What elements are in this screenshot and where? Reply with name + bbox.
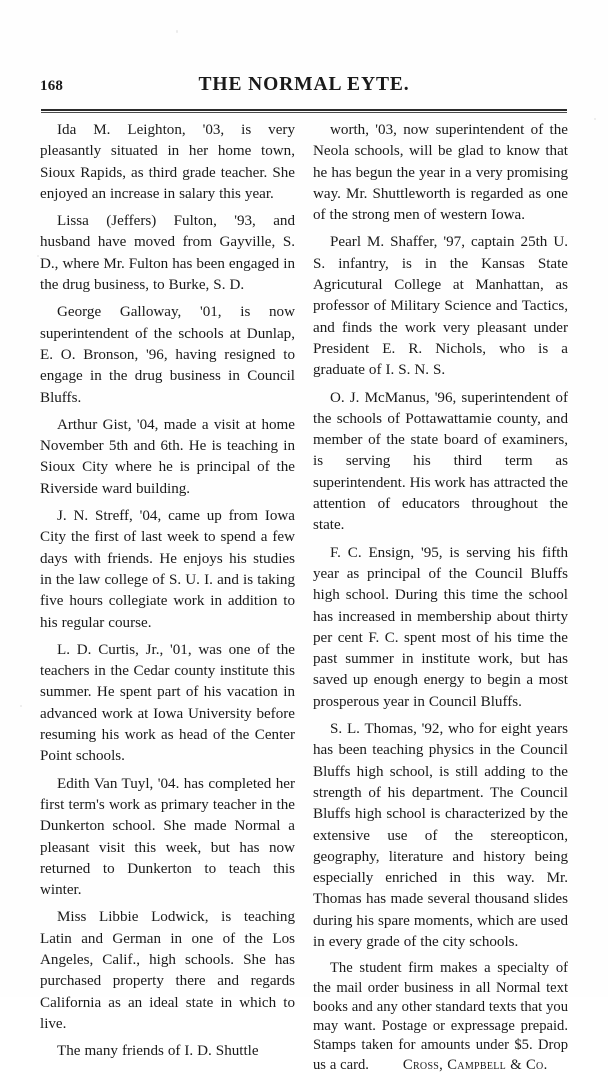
header-rule-thick	[41, 109, 567, 111]
paragraph: Arthur Gist, '04, made a visit at home November 5th and 6th. He is teaching in Sioux City where he is principal of the Riverside ward building.	[40, 416, 295, 497]
paragraph: George Galloway, '01, is now superintendent of the schools at Dunlap, E. O. Bronson, '96, having resigned to engage in the drug business in Council Bluffs.	[40, 304, 295, 406]
paragraph: O. J. McManus, '96, superintendent of the schools of Pottawattamie county, and member of the state board of examiners, is serving his third term as superintendent. His work has attracted the attention of educators throughout the state.	[313, 389, 568, 534]
page-number: 168	[40, 78, 64, 94]
paragraph: Edith Van Tuyl, '04. has completed her first term's work as primary teacher in the Dunkerton school. She made Normal a pleasant visit this week, but has now returned to Dunkerton to teach this winter.	[40, 775, 295, 899]
advertisement-body: The student firm makes a specialty of the mail order business in all Normal text books and any other standard texts that you may want. Postage or expressage prepaid. Stamps taken for amounts under $5. Drop us a card.	[313, 960, 568, 1073]
paragraph: L. D. Curtis, Jr., '01, was one of the teachers in the Cedar county institute this summer. He spent part of his vacation in advanced work at Iowa University before resuming his work as head of the Center Point schools.	[40, 641, 295, 765]
running-head	[40, 74, 568, 100]
paragraph: S. L. Thomas, '92, who for eight years has been teaching physics in the Council Bluffs high school, is still adding to the strength of his department. The Council Bluffs high school is characterized by the extensive use of the stereopticon, geography, literature and history being especially enriched in this way. Mr. Thomas has made several thousand slides during his spare moments, which are used in every grade of the city schools.	[313, 721, 568, 950]
paragraph-continuation: worth, '03, now superintendent of the Neola schools, will be glad to know that he has begun the year in a very promising way. Mr. Shuttleworth is regarded as one of the strong men of western Iowa.	[313, 122, 568, 224]
paragraph: Pearl M. Shaffer, '97, captain 25th U. S. infantry, is in the Kansas State Agricutural College at Manhattan, as professor of Military Science and Tactics, and finds the work very pleasant under President E. R. Nichols, who is a graduate of I. S. N. S.	[313, 234, 568, 379]
two-column-body	[40, 120, 568, 1073]
paragraph: J. N. Streff, '04, came up from Iowa City the first of last week to spend a few days with friends. He enjoys his studies in the law college of S. U. I. and is taking five hours collegiate work in addition to his regular course.	[40, 508, 295, 631]
header-divider	[41, 109, 567, 113]
paragraph: Ida M. Leighton, '03, is very pleasantly situated in her home town, Sioux Rapids, as third grade teacher. She enjoyed an increase in salary this year.	[40, 122, 295, 202]
advertisement-paragraph	[313, 959, 568, 1075]
scan-speckle	[20, 705, 22, 707]
header-rule-thin	[41, 112, 567, 113]
scan-speckle	[594, 118, 596, 120]
paragraph: Miss Libbie Lodwick, is teaching Latin and German in one of the Los Angeles, Calif., high schools. She has purchased property there and regards California as an ideal state in which to live.	[40, 909, 295, 1032]
page-title: THE NORMAL EYTE.	[198, 74, 410, 95]
column-left	[40, 120, 295, 1060]
advertisement-signature: Cross, Campbell & Co.	[402, 1056, 548, 1073]
paragraph-continued: The many friends of I. D. Shuttle	[57, 1043, 259, 1060]
column-right	[313, 120, 568, 1073]
paragraph: Lissa (Jeffers) Fulton, '93, and husband have moved from Gayville, S. D., where Mr. Fulton has been engaged in the drug business, to Burke, S. D.	[40, 213, 295, 294]
paragraph: F. C. Ensign, '95, is serving his fifth year as principal of the Council Bluffs high school. During this time the school has increased in membership about thirty per cent F. C. spent most of his time the past summer in institute work, but has saved up enough energy to begin a most prosperous year in Council Bluffs.	[313, 544, 568, 710]
scan-speckle	[37, 255, 39, 257]
scan-speckle	[176, 30, 178, 33]
